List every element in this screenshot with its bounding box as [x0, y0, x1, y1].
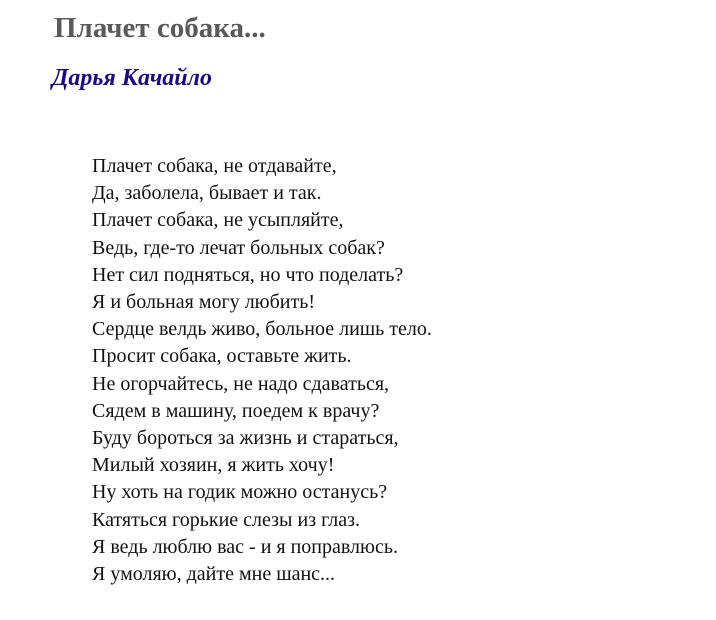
- poem-line: Я ведь люблю вас - и я поправлюсь.: [92, 535, 398, 558]
- poem-line: Ну хоть на годик можно останусь?: [92, 481, 388, 504]
- poem-line: Милый хозяин, я жить хочу!: [92, 454, 335, 477]
- poem-line: Плачет собака, не отдавайте,: [92, 155, 337, 177]
- poem-line: Просит собака, оставьте жить.: [92, 345, 352, 368]
- poem-line: Нет сил подняться, но что поделать?: [92, 263, 404, 286]
- poem-title: Плачет собака...: [54, 12, 266, 44]
- poem-line: Сядем в машину, поедем к врачу?: [92, 399, 380, 422]
- poem-body: [92, 153, 432, 588]
- poem-line: Да, заболела, бывает и так.: [92, 182, 322, 205]
- poem-line: Катяться горькие слезы из глаз.: [92, 508, 361, 531]
- poem-line: Я умоляю, дайте мне шанс...: [92, 563, 336, 586]
- poem-line: Сердце велдь живо, больное лишь тело.: [92, 318, 432, 341]
- poem-author: Дарья Качайло: [52, 65, 212, 91]
- poem-line: Ведь, где-то лечат больных собак?: [92, 236, 385, 259]
- poem-line: Плачет собака, не усыпляйте,: [92, 209, 344, 232]
- poem-line: Я и больная могу любить!: [92, 291, 316, 314]
- poem-line: Буду бороться за жизнь и стараться,: [92, 427, 399, 450]
- poem-line: Не огорчайтесь, не надо сдаваться,: [92, 372, 390, 395]
